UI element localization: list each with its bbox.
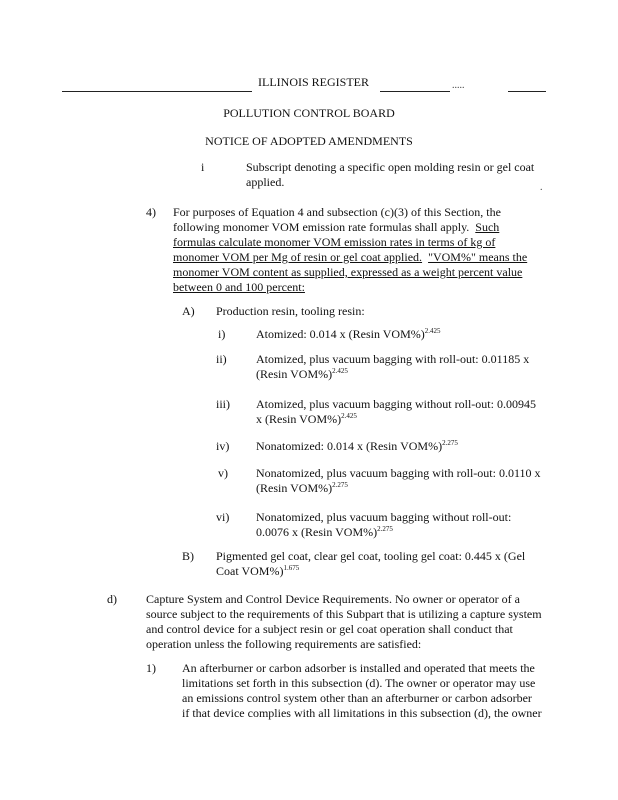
item-label: v): [218, 466, 228, 480]
item-formula: [256, 439, 458, 455]
header-rule-mid: [380, 91, 450, 92]
item-text-2: (Resin VOM%): [256, 367, 333, 381]
para4-line4-underlined-a: monomer VOM per Mg of resin or gel coat applied.: [173, 250, 423, 264]
exponent: 2.425: [341, 412, 357, 420]
item-formula: [256, 367, 348, 383]
para4-line2: [173, 220, 499, 236]
exponent: 2.275: [442, 439, 458, 447]
item-text: Atomized, plus vacuum bagging with roll-out: 0.01185 x: [256, 352, 530, 366]
item-text-2: x (Resin VOM%): [256, 412, 342, 426]
para4-line4-underlined-b: "VOM%" means the: [428, 250, 528, 264]
sectionB-line1: Pigmented gel coat, clear gel coat, tooling gel coat: 0.445 x (Gel: [216, 549, 526, 563]
item1-line: an emissions control system other than an afterburner or carbon adsorber: [182, 691, 532, 705]
sectionB-text-2: Coat VOM%): [216, 564, 284, 578]
para4-line4: [173, 250, 527, 266]
item-label: i): [218, 327, 226, 341]
header-rule-right: [508, 91, 546, 92]
item-label: iii): [216, 397, 230, 411]
sectionD-line: source subject to the requirements of this Subpart that is utilizing a capture system: [146, 607, 542, 621]
subscript-text-1: Subscript denoting a specific open molding resin or gel coat: [246, 160, 535, 174]
margin-mark: .: [540, 182, 543, 193]
para4-line2-text: following monomer VOM emission rate formulas shall apply.: [173, 220, 470, 234]
sectionA-label: A): [182, 304, 195, 318]
exponent: 2.425: [424, 327, 441, 335]
item1-label: 1): [146, 661, 156, 675]
exponent: 1.675: [283, 564, 300, 572]
exponent: 2.275: [332, 481, 348, 489]
item-text: Atomized: 0.014 x (Resin VOM%): [256, 327, 425, 341]
sectionA-title: Production resin, tooling resin:: [216, 304, 365, 318]
item-formula: [256, 481, 348, 497]
subscript-text-2: applied.: [246, 175, 285, 189]
para4-label: 4): [146, 205, 156, 219]
header-rule-left: [62, 91, 252, 92]
subscript-label: i: [201, 160, 205, 174]
sectionD-line: operation unless the following requirements are satisfied:: [146, 637, 422, 651]
item-text-2: (Resin VOM%): [256, 481, 333, 495]
item-formula: [256, 525, 393, 541]
notice-title: NOTICE OF ADOPTED AMENDMENTS: [205, 134, 413, 148]
item-label: iv): [216, 439, 230, 453]
sectionD-line: and control device for a subject resin or gel coat operation shall conduct that: [146, 622, 513, 636]
item-text: Nonatomized, plus vacuum bagging with roll-out: 0.0110 x: [256, 466, 541, 480]
board-title: POLLUTION CONTROL BOARD: [223, 106, 395, 120]
register-title: ILLINOIS REGISTER: [258, 75, 369, 89]
para4-line1: For purposes of Equation 4 and subsection (c)(3) of this Section, the: [173, 205, 501, 219]
item1-line: limitations set forth in this subsection (d). The owner or operator may use: [182, 676, 536, 690]
item-text: Nonatomized: 0.014 x (Resin VOM%): [256, 439, 443, 453]
exponent: 2.425: [332, 367, 348, 375]
para4-line6: between 0 and 100 percent:: [173, 280, 305, 294]
header-dots: .....: [452, 80, 465, 91]
item-label: ii): [216, 352, 227, 366]
item-label: vi): [216, 510, 230, 524]
para4-line3: formulas calculate monomer VOM emission rates in terms of kg of: [173, 235, 496, 249]
item-formula: [256, 327, 441, 343]
item-text-2: 0.0076 x (Resin VOM%): [256, 525, 378, 539]
sectionD-line: Capture System and Control Device Requirements. No owner or operator of a: [146, 592, 520, 606]
item-formula: [256, 412, 357, 428]
sectionB-label: B): [182, 549, 194, 563]
item-text: Atomized, plus vacuum bagging without roll-out: 0.00945: [256, 397, 536, 411]
item-text: Nonatomized, plus vacuum bagging without roll-out:: [256, 510, 512, 524]
para4-line2-underlined: Such: [475, 220, 500, 234]
exponent: 2.275: [377, 525, 393, 533]
sectionB-line2: [216, 564, 299, 580]
sectionD-label: d): [107, 592, 117, 606]
item1-line: An afterburner or carbon adsorber is installed and operated that meets the: [182, 661, 535, 675]
item1-line: if that device complies with all limitations in this subsection (d), the owner: [182, 706, 542, 720]
para4-line5: monomer VOM content as supplied, expressed as a weight percent value: [173, 265, 523, 279]
